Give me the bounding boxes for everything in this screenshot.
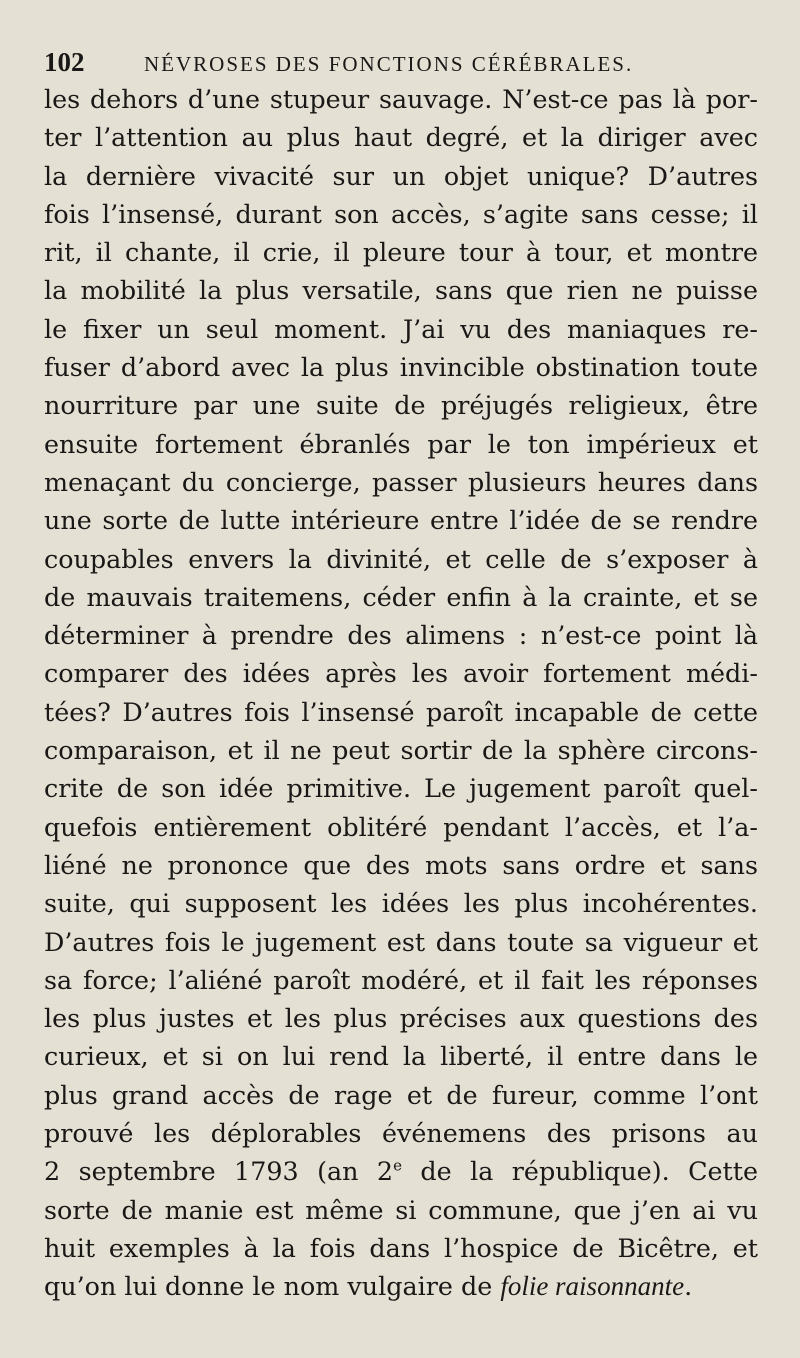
text-line: suite, qui supposent les idées les plus incohérentes. (44, 888, 758, 919)
final-text: qu’on lui donne le nom vulgaire de (44, 1271, 501, 1302)
text-line: menaçant du concierge, passer plusieurs heures dans (44, 466, 758, 497)
text-line: de mauvais traitemens, céder enfin à la crainte, et se (44, 581, 758, 612)
running-title: NÉVROSES DES FONCTIONS CÉRÉBRALES. (144, 52, 634, 76)
text-line: déterminer à prendre des alimens : n’est-ce point là (44, 620, 758, 651)
text-line: comparaison, et il ne peut sortir de la sphère circons- (44, 735, 758, 766)
text-line: liéné ne prononce que des mots sans ordre et sans (44, 849, 758, 880)
text-line: prouvé les déplorables événemens des prisons au (44, 1118, 758, 1149)
text-line: la mobilité la plus versatile, sans que rien ne puisse (44, 275, 758, 306)
text-line: nourriture par une suite de préjugés religieux, être (44, 390, 758, 421)
text-line: ter l’attention au plus haut degré, et la diriger avec (44, 122, 758, 153)
text-line: plus grand accès de rage et de fureur, comme l’ont (44, 1079, 758, 1110)
text-line: crite de son idée primitive. Le jugement paroît quel- (44, 773, 758, 804)
text-line: D’autres fois le jugement est dans toute sa vigueur et (44, 926, 758, 957)
text-line: comparer des idées après les avoir fortement médi- (44, 658, 758, 689)
body-text (44, 80, 758, 1306)
text-line: coupables envers la divinité, et celle de s’exposer à (44, 543, 758, 574)
superscript: e (393, 1156, 402, 1175)
final-period: . (684, 1271, 693, 1302)
text-line: tées? D’autres fois l’insensé paroît incapable de cette (44, 696, 758, 727)
italic-term: folie raisonnante (500, 1271, 685, 1302)
text-line: sa force; l’aliéné paroît modéré, et il fait les réponses (44, 964, 758, 995)
text-line: fois l’insensé, durant son accès, s’agite sans cesse; il (44, 198, 758, 229)
text-line: quefois entièrement oblitéré pendant l’accès, et l’a- (44, 811, 758, 842)
text-line: huit exemples à la fois dans l’hospice de Bicêtre, et (44, 1232, 758, 1263)
text-line-final (44, 1267, 758, 1305)
text-line: le fixer un seul moment. J’ai vu des maniaques re- (44, 313, 758, 344)
text-line: fuser d’abord avec la plus invincible obstination toute (44, 352, 758, 383)
text-line-date (44, 1152, 758, 1190)
text-line: ensuite fortement ébranlés par le ton impérieux et (44, 428, 758, 459)
page-header (44, 44, 684, 80)
text-line: rit, il chante, il crie, il pleure tour à tour, et montre (44, 237, 758, 268)
text-line: curieux, et si on lui rend la liberté, il entre dans le (44, 1041, 758, 1072)
date-text: 2 septembre 1793 (an 2 (44, 1156, 394, 1187)
text-line: sorte de manie est même si commune, que j’en ai vu (44, 1194, 758, 1225)
page-number: 102 (44, 47, 85, 77)
text-line: les dehors d’une stupeur sauvage. N’est-ce pas là por- (44, 84, 758, 114)
text-line: la dernière vivacité sur un objet unique? D’autres (44, 160, 758, 191)
date-text-end: de la république). Cette (401, 1156, 758, 1187)
text-line: une sorte de lutte intérieure entre l’idée de se rendre (44, 505, 758, 536)
text-line: les plus justes et les plus précises aux questions des (44, 1003, 758, 1034)
